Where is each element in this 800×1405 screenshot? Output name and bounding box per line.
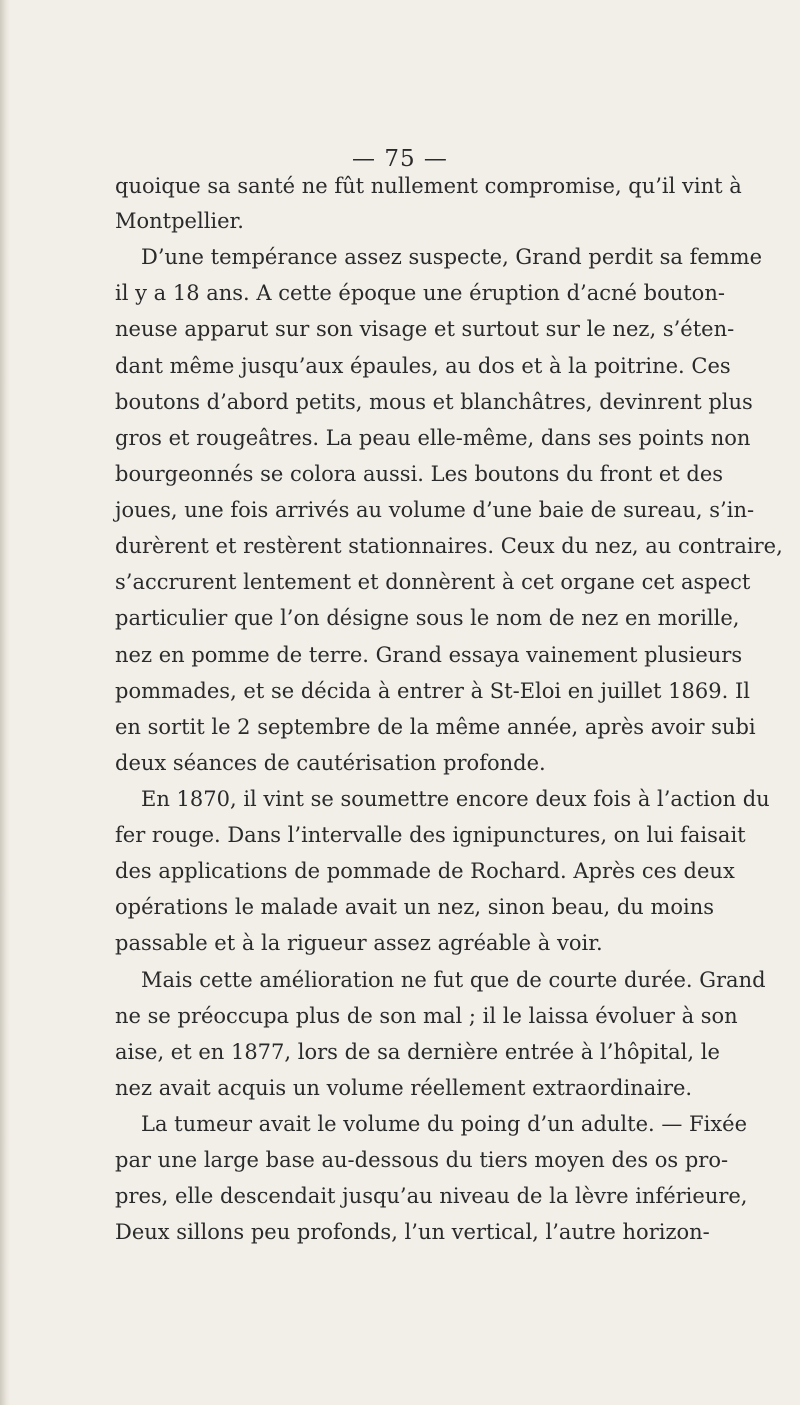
text-line: en sortit le 2 septembre de la même année, après avoir subi — [115, 715, 756, 739]
text-line: boutons d’abord petits, mous et blanchâtres, devinrent plus — [115, 390, 753, 414]
text-line: quoique sa santé ne fût nullement compromise, qu’il vint à — [115, 174, 742, 198]
text-line: fer rouge. Dans l’intervalle des ignipunctures, on lui faisait — [115, 823, 746, 847]
text-line: dant même jusqu’aux épaules, au dos et à la poitrine. Ces — [115, 354, 731, 378]
text-line: il y a 18 ans. A cette époque une éruption d’acné bouton- — [115, 281, 725, 305]
text-line: neuse apparut sur son visage et surtout sur le nez, s’éten- — [115, 317, 735, 341]
text-line: pres, elle descendait jusqu’au niveau de la lèvre inférieure, — [115, 1184, 748, 1208]
text-line: D’une tempérance assez suspecte, Grand perdit sa femme — [141, 245, 763, 269]
page-number: — 75 — — [352, 146, 448, 172]
text-line: joues, une fois arrivés au volume d’une baie de sureau, s’in- — [115, 498, 755, 522]
text-line: gros et rougeâtres. La peau elle-même, dans ses points non — [115, 426, 751, 450]
text-line: par une large base au-dessous du tiers moyen des os pro- — [115, 1148, 729, 1172]
text-line: La tumeur avait le volume du poing d’un adulte. — Fixée — [141, 1112, 748, 1136]
text-line: deux séances de cautérisation profonde. — [115, 751, 546, 775]
text-line: Montpellier. — [115, 209, 244, 233]
text-line: bourgeonnés se colora aussi. Les boutons du front et des — [115, 462, 724, 486]
text-line: nez avait acquis un volume réellement extraordinaire. — [115, 1076, 693, 1100]
text-line: passable et à la rigueur assez agréable à voir. — [115, 931, 603, 955]
text-line: En 1870, il vint se soumettre encore deux fois à l’action du — [141, 787, 770, 811]
text-line: Deux sillons peu profonds, l’un vertical, l’autre horizon- — [115, 1220, 710, 1244]
page-edge-shadow — [0, 0, 10, 1405]
text-line: aise, et en 1877, lors de sa dernière entrée à l’hôpital, le — [115, 1040, 720, 1064]
text-line: s’accrurent lentement et donnèrent à cet organe cet aspect — [115, 570, 751, 594]
text-line: ne se préoccupa plus de son mal ; il le laissa évoluer à son — [115, 1004, 738, 1028]
text-line: pommades, et se décida à entrer à St-Eloi en juillet 1869. Il — [115, 679, 750, 703]
text-line: particulier que l’on désigne sous le nom de nez en morille, — [115, 606, 740, 630]
text-line: des applications de pommade de Rochard. Après ces deux — [115, 859, 735, 883]
text-line: nez en pomme de terre. Grand essaya vainement plusieurs — [115, 643, 743, 667]
text-line: Mais cette amélioration ne fut que de courte durée. Grand — [141, 968, 766, 992]
text-line: opérations le malade avait un nez, sinon beau, du moins — [115, 895, 715, 919]
text-line: durèrent et restèrent stationnaires. Ceux du nez, au contraire, — [115, 534, 783, 558]
